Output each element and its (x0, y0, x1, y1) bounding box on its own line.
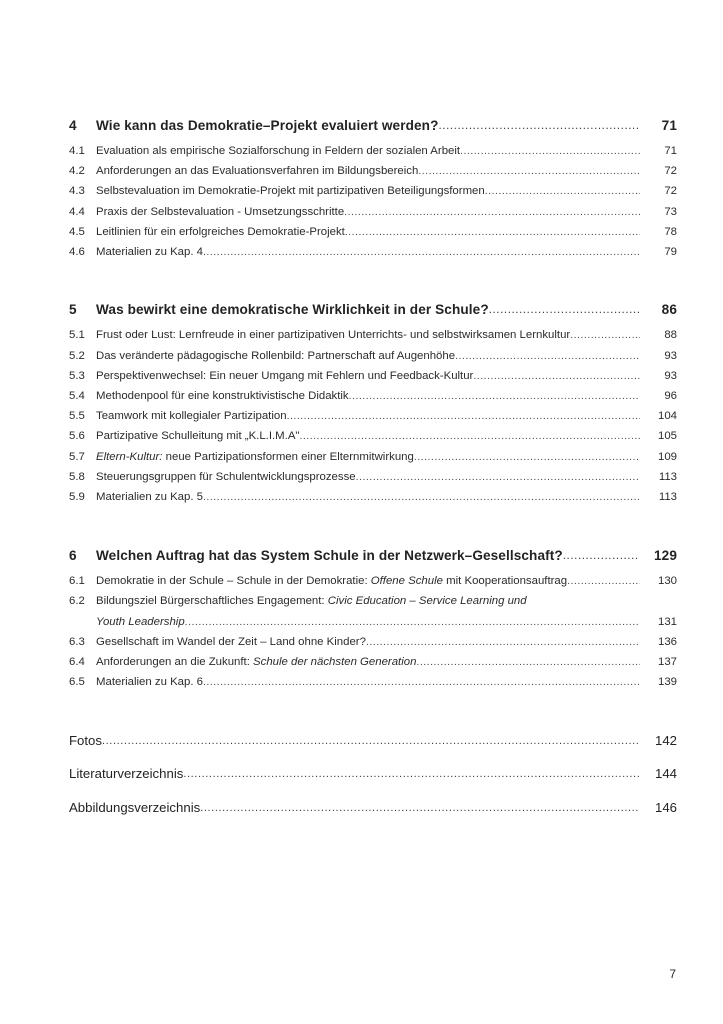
dot-leader (345, 226, 640, 240)
dot-leader (203, 676, 640, 690)
dot-leader (414, 451, 640, 465)
entry-title: Leitlinien für ein erfolgreiches Demokratie-Projekt (96, 225, 345, 238)
back-matter-title: Fotos (69, 732, 102, 748)
entry-title: Methodenpool für eine konstruktivistische Didaktik (96, 389, 349, 402)
chapter-title: Was bewirkt eine demokratische Wirklichkeit in der Schule? (96, 302, 489, 318)
entry-line-2 (69, 615, 677, 630)
entry-title-rest: neue Partizipationsformen einer Elternmitwirkung (162, 450, 414, 463)
toc-back-matter (69, 733, 677, 817)
section-spacer (69, 696, 677, 733)
entry-page-number: 104 (657, 410, 677, 423)
dot-leader (344, 206, 640, 220)
toc-chapter-row[interactable] (69, 118, 677, 135)
entry-title: Materialien zu Kap. 6 (96, 676, 204, 689)
entry-title (96, 450, 414, 465)
entry-page-number: 73 (664, 205, 677, 218)
back-matter-page-number: 146 (654, 800, 677, 816)
entry-title-italic: Schule der nächsten Generation (253, 656, 417, 669)
toc-entry-row[interactable] (69, 144, 677, 159)
entry-title (96, 594, 527, 609)
section-spacer (69, 510, 677, 548)
dot-leader (563, 549, 639, 563)
back-matter-title: Abbildungsverzeichnis (69, 800, 201, 816)
entry-page-number: 93 (664, 349, 677, 362)
entry-title-post: mit Kooperationsauftrag (442, 575, 568, 588)
toc-entry-row[interactable] (69, 409, 677, 424)
toc-entry-row[interactable] (69, 574, 677, 589)
entry-title: Partizipative Schulleitung mit „K.L.I.M.A" (96, 430, 300, 443)
chapter-page-number: 71 (661, 118, 677, 133)
entry-title-pre: Bildungsziel Bürgerschaftliches Engagement: (96, 595, 328, 608)
back-matter-page-number: 144 (654, 766, 677, 782)
entry-page-number: 93 (664, 369, 677, 382)
dot-leader (203, 491, 640, 505)
entry-number: 4.6 (69, 246, 85, 259)
toc-entry-row[interactable] (69, 245, 677, 260)
toc-entry-row[interactable] (69, 369, 677, 384)
chapter-number: 6 (69, 548, 77, 564)
toc-entry-row[interactable] (69, 635, 677, 650)
entry-title: Materialien zu Kap. 5 (96, 491, 204, 504)
dot-leader (185, 616, 640, 630)
back-matter-row-literaturverzeichnis[interactable] (69, 766, 677, 783)
entry-title-italic: Eltern-Kultur: (96, 450, 163, 463)
entry-page-number: 105 (657, 430, 677, 443)
dot-leader (567, 575, 640, 589)
entry-title-pre: Demokratie in der Schule – Schule in der Demokratie: (96, 575, 371, 588)
dot-leader (485, 185, 640, 199)
entry-page-number: 130 (657, 575, 677, 588)
toc-entry-row[interactable] (69, 594, 677, 629)
entry-line-1 (69, 594, 677, 609)
chapter-page-number: 86 (661, 302, 677, 318)
toc-entry-row[interactable] (69, 225, 677, 240)
entry-number: 4.4 (69, 205, 85, 218)
entry-number: 4.3 (69, 185, 85, 198)
dot-leader (366, 636, 640, 650)
toc-chapter-row[interactable] (69, 548, 677, 565)
entry-title: Das veränderte pädagogische Rollenbild: Partnerschaft auf Augenhöhe (96, 349, 456, 362)
entry-number: 6.2 (69, 595, 85, 608)
entry-title: Gesellschaft im Wandel der Zeit – Land ohne Kinder? (96, 635, 366, 648)
entry-title: Frust oder Lust: Lernfreude in einer partizipativen Unterrichts- und selbstwirksamen Lernkultur (96, 329, 571, 342)
dot-leader (203, 246, 640, 260)
entry-title (96, 655, 416, 670)
toc-entry-row[interactable] (69, 389, 677, 404)
entry-page-number: 109 (657, 450, 677, 463)
entry-number: 6.3 (69, 635, 85, 648)
entry-title: Teamwork mit kollegialer Partizipation (96, 410, 287, 423)
entry-page-number: 88 (664, 329, 677, 342)
entry-title: Anforderungen an das Evaluationsverfahren im Bildungsbereich (96, 165, 419, 178)
entry-page-number: 79 (664, 246, 677, 259)
dot-leader (299, 430, 640, 444)
entry-page-number: 72 (664, 165, 677, 178)
toc-entry-row[interactable] (69, 675, 677, 690)
entry-page-number: 131 (657, 615, 677, 628)
toc-entry-row[interactable] (69, 450, 677, 465)
toc-entry-row[interactable] (69, 470, 677, 485)
toc-entry-row[interactable] (69, 328, 677, 343)
entry-number: 5.2 (69, 349, 85, 362)
entry-number: 5.3 (69, 369, 85, 382)
entry-number: 6.5 (69, 676, 85, 689)
entry-page-number: 78 (664, 225, 677, 238)
entry-title (96, 574, 567, 589)
entry-number: 6.4 (69, 656, 85, 669)
chapter-title: Welchen Auftrag hat das System Schule in der Netzwerk–Gesellschaft? (96, 548, 563, 564)
toc-entry-row[interactable] (69, 349, 677, 364)
entry-page-number: 136 (657, 635, 677, 648)
dot-leader (473, 370, 640, 384)
entry-number: 4.1 (69, 144, 85, 157)
dot-leader (416, 656, 640, 670)
dot-leader (356, 471, 640, 485)
entry-title-italic: Civic Education – Service Learning und (327, 595, 527, 608)
entry-page-number: 137 (657, 656, 677, 669)
back-matter-row-abbildungsverzeichnis[interactable] (69, 800, 677, 817)
dot-leader (570, 329, 640, 343)
entry-title: Materialien zu Kap. 4 (96, 246, 204, 259)
dot-leader (489, 303, 639, 317)
back-matter-row-fotos[interactable] (69, 733, 677, 750)
entry-number: 5.9 (69, 491, 85, 504)
dot-leader (200, 802, 639, 816)
dot-leader (183, 768, 639, 782)
entry-page-number: 72 (664, 185, 677, 198)
toc-section-5 (69, 302, 677, 505)
entry-page-number: 113 (658, 470, 677, 483)
dot-leader (349, 390, 640, 404)
toc-chapter-row[interactable] (69, 302, 677, 319)
entry-page-number: 96 (664, 389, 677, 402)
entry-page-number: 71 (664, 144, 677, 157)
dot-leader (287, 410, 640, 424)
entry-title-continuation (96, 615, 185, 630)
entry-number: 5.6 (69, 430, 85, 443)
toc-entry-row[interactable] (69, 164, 677, 179)
entry-page-number: 113 (658, 491, 677, 504)
entry-page-number: 139 (657, 676, 677, 689)
back-matter-page-number: 142 (654, 732, 677, 748)
entry-title: Steuerungsgruppen für Schulentwicklungsprozesse (96, 470, 356, 483)
table-of-contents (69, 118, 677, 834)
chapter-page-number: 129 (654, 548, 677, 564)
toc-section-6 (69, 548, 677, 690)
toc-entry-row[interactable] (69, 205, 677, 220)
toc-entry-row[interactable] (69, 429, 677, 444)
chapter-number: 4 (69, 118, 77, 133)
toc-entry-row[interactable] (69, 184, 677, 199)
entry-title-italic: Youth Leadership (96, 615, 185, 628)
entry-number: 5.8 (69, 470, 85, 483)
dot-leader (460, 145, 640, 159)
entry-number: 5.1 (69, 329, 85, 342)
entry-title: Evaluation als empirische Sozialforschung in Feldern der sozialen Arbeit (96, 144, 461, 157)
dot-leader (455, 350, 640, 364)
entry-title: Praxis der Selbstevaluation - Umsetzungsschritte (96, 205, 345, 218)
toc-section-4 (69, 118, 677, 260)
entry-number: 6.1 (69, 575, 85, 588)
chapter-title: Wie kann das Demokratie–Projekt evaluiert werden? (96, 118, 439, 133)
toc-entry-row[interactable] (69, 490, 677, 505)
entry-number: 5.7 (69, 450, 85, 463)
chapter-number: 5 (69, 302, 77, 318)
back-matter-title: Literaturverzeichnis (69, 766, 184, 782)
entry-number: 5.5 (69, 410, 85, 423)
dot-leader (418, 165, 640, 179)
toc-entry-row[interactable] (69, 655, 677, 670)
entry-number: 5.4 (69, 389, 85, 402)
entry-title: Perspektivenwechsel: Ein neuer Umgang mit Fehlern und Feedback-Kultur (96, 369, 474, 382)
page-folio-number: 7 (669, 967, 676, 981)
dot-leader (438, 119, 639, 133)
entry-title-italic: Offene Schule (370, 575, 443, 588)
entry-title-pre: Anforderungen an die Zukunft: (96, 656, 254, 669)
section-spacer (69, 265, 677, 302)
entry-number: 4.2 (69, 165, 85, 178)
entry-title: Selbstevaluation im Demokratie-Projekt mit partizipativen Beteiligungsformen (96, 185, 485, 198)
dot-leader (102, 735, 639, 749)
entry-number: 4.5 (69, 225, 85, 238)
